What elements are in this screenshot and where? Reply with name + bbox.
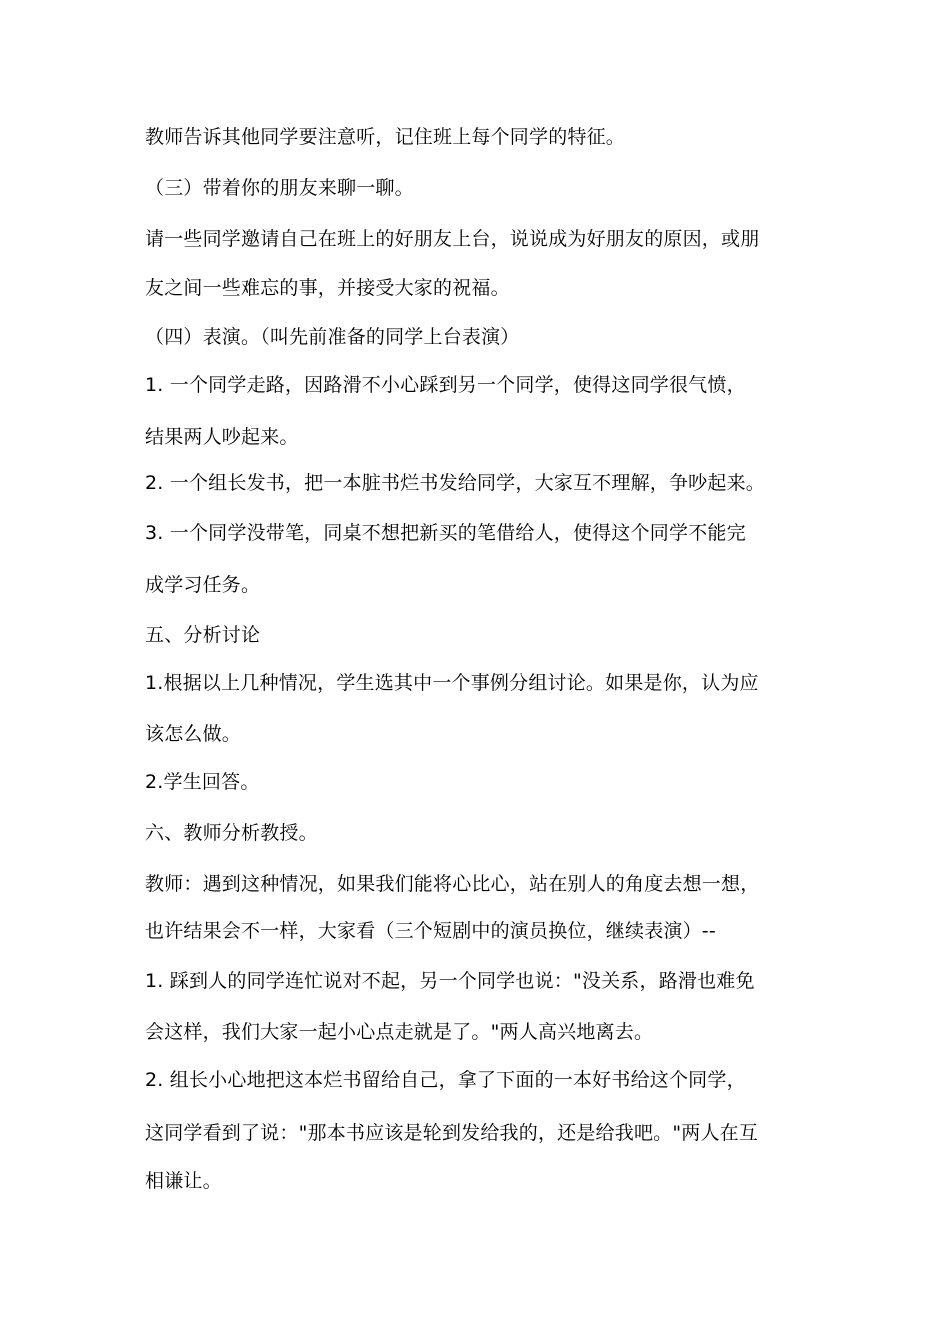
text-line-5: （四）表演。（叫先前准备的同学上台表演） xyxy=(145,326,520,348)
text-line-19: 会这样，我们大家一起小心点走就是了。"两人高兴地离去。 xyxy=(145,1021,654,1043)
text-line-12: 1.根据以上几种情况，学生选其中一个事例分组讨论。如果是你，认为应 xyxy=(145,672,759,694)
text-line-17: 也许结果会不一样，大家看（三个短剧中的演员换位，继续表演）-- xyxy=(145,920,716,942)
text-line-4: 友之间一些难忘的事，并接受大家的祝福。 xyxy=(145,277,510,299)
text-line-6: 1. 一个同学走路，因路滑不小心踩到另一个同学，使得这同学很气愤， xyxy=(145,374,746,396)
text-line-14: 2.学生回答。 xyxy=(145,771,260,793)
text-line-7: 结果两人吵起来。 xyxy=(145,426,299,448)
text-line-9: 3. 一个同学没带笔，同桌不想把新买的笔借给人，使得这个同学不能完 xyxy=(145,522,746,544)
text-line-15: 六、教师分析教授。 xyxy=(145,822,318,844)
text-line-2: （三）带着你的朋友来聊一聊。 xyxy=(145,177,414,199)
text-line-18: 1. 踩到人的同学连忙说对不起，另一个同学也说："没关系，路滑也难免 xyxy=(145,970,755,992)
text-line-3: 请一些同学邀请自己在班上的好朋友上台，说说成为好朋友的原因，或朋 xyxy=(145,228,760,250)
text-line-1: 教师告诉其他同学要注意听，记住班上每个同学的特征。 xyxy=(145,126,626,148)
text-line-16: 教师：遇到这种情况，如果我们能将心比心，站在别人的角度去想一想， xyxy=(145,873,760,895)
text-line-10: 成学习任务。 xyxy=(145,574,261,596)
text-line-22: 相谦让。 xyxy=(145,1170,222,1192)
text-line-8: 2. 一个组长发书，把一本脏书烂书发给同学，大家互不理解，争吵起来。 xyxy=(145,472,765,494)
text-line-13: 该怎么做。 xyxy=(145,723,242,745)
text-line-11: 五、分析讨论 xyxy=(145,624,261,646)
text-line-20: 2. 组长小心地把这本烂书留给自己，拿了下面的一本好书给这个同学， xyxy=(145,1069,746,1091)
text-line-21: 这同学看到了说："那本书应该是轮到发给我的，还是给我吧。"两人在互 xyxy=(145,1122,759,1144)
